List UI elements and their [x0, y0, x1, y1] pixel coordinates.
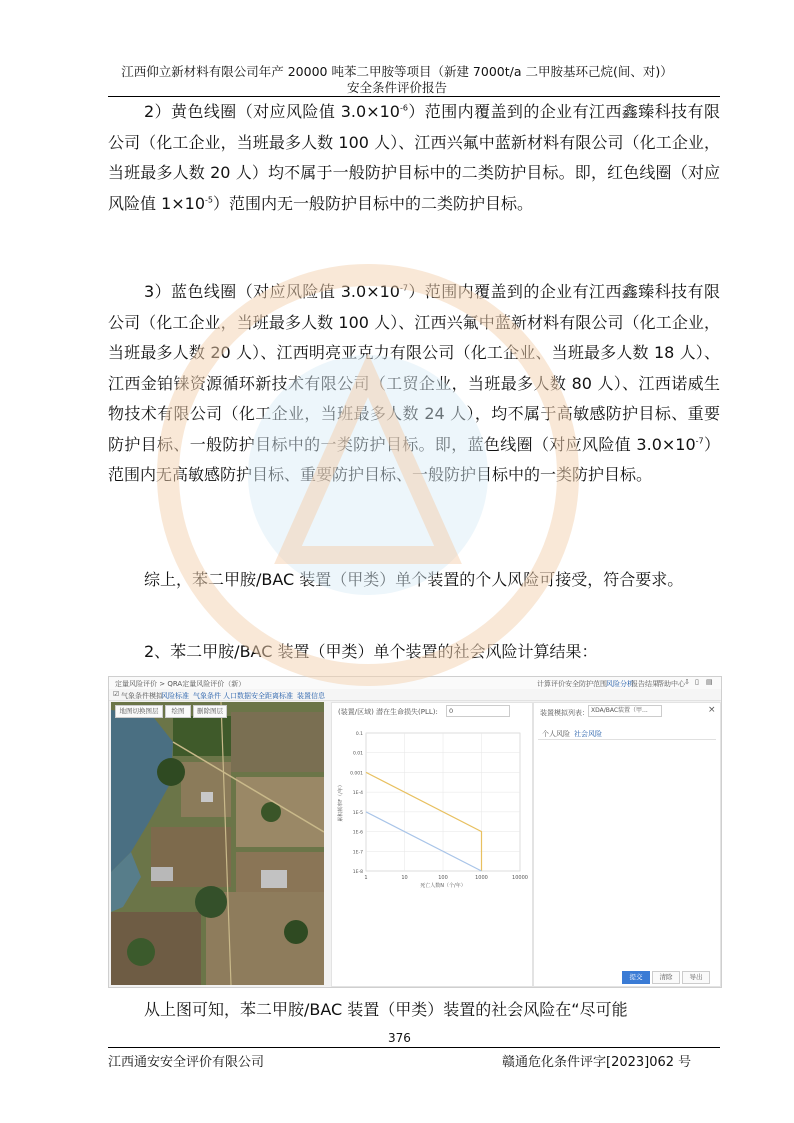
paragraph-conclusion: 从上图可知，苯二甲胺/BAC 装置（甲类）装置的社会风险在“尽可能	[144, 1000, 628, 1019]
screenshot-menu-4[interactable]: 报告结果	[631, 680, 659, 688]
footer-doc-number: 赣通危化条件评字[2023]062 号	[502, 1055, 692, 1070]
x-axis-label: 死亡人数N（个/年）	[420, 883, 466, 889]
y-axis-label: 累积频率F（/年）	[338, 782, 344, 822]
satellite-map[interactable]	[111, 702, 324, 985]
pll-label: (装置/区域) 潜在生命损失(PLL):	[338, 708, 438, 716]
toolbar-item-1[interactable]: 气象条件模拟	[121, 692, 163, 700]
y-tick-label: 1E-8	[352, 870, 363, 875]
tab-social-risk[interactable]: 社会风险	[574, 730, 602, 738]
tab-divider	[538, 739, 716, 740]
x-tick-label: 100	[438, 875, 448, 881]
download-icon[interactable]: ⇩	[684, 678, 690, 686]
y-tick-label: 0.01	[352, 751, 363, 757]
paragraph-yellow-circle: 2）黄色线圈（对应风险值 $3.0\times 10^{-6}$）范围内覆盖到的企业有江西鑫臻科技有限公司（化工企业，当班最多人数 100 人）、江西兴氟中蓝新材料有限公司（化工企业，当班最多人数 20 人）均不属于一般防护目标中的二类防护目标。即，红色线圈（对应风险值 $1\times 10^{-5}$）范围内无一般防护目标中的二类防护目标。	[108, 102, 720, 213]
tab-individual-risk[interactable]: 个人风险	[542, 730, 570, 738]
toolbar-item-2[interactable]: 风险标准	[161, 692, 189, 700]
export-button[interactable]: 导出	[682, 971, 710, 984]
y-tick-label: 0.1	[355, 732, 363, 737]
x-tick-label: 10	[401, 875, 408, 881]
paragraph-social-risk-heading: 2、苯二甲胺/BAC 装置（甲类）单个装置的社会风险计算结果：	[144, 642, 598, 661]
footer-company: 江西通安安全评价有限公司	[108, 1055, 265, 1070]
satellite-image	[111, 702, 324, 985]
paragraph-summary: 综上，苯二甲胺/BAC 装置（甲类）单个装置的个人风险可接受，符合要求。	[144, 570, 684, 589]
toolbar-item-5[interactable]: 安全距离标准	[251, 692, 293, 700]
header-title-line2: 安全条件评价报告	[346, 80, 447, 95]
map-draw-button[interactable]: 绘图	[165, 705, 191, 718]
screenshot-menu-1[interactable]: 计算评价	[537, 680, 565, 688]
toolbar-item-3[interactable]: 气象条件	[193, 692, 221, 700]
x-tick-label: 1000	[475, 875, 488, 881]
x-tick-label: 1	[364, 875, 368, 881]
screenshot-menu-2[interactable]: 安全防护范围	[565, 680, 607, 688]
fn-curve-chart	[332, 723, 530, 903]
page-number: 376	[388, 1031, 411, 1045]
screenshot-toolbar	[109, 689, 721, 701]
device-select[interactable]: XDA/BAC装置（甲...	[588, 705, 662, 717]
submit-button[interactable]: 提交	[622, 971, 650, 984]
map-layer-button[interactable]: 地图切换图层	[115, 705, 163, 718]
y-tick-label: 0.001	[350, 771, 363, 777]
x-tick-label: 10000	[512, 875, 528, 881]
header-title-line1: 江西仰立新材料有限公司年产 20000 吨苯二甲胺等项目（新建 7000t/a 二甲胺基环己烷(间、对)）	[121, 64, 673, 79]
file-icon[interactable]: ▯	[695, 678, 699, 686]
close-icon[interactable]: ×	[708, 705, 716, 715]
screenshot-menu-5[interactable]: 帮助中心	[657, 680, 685, 688]
paragraph-blue-circle: 3）蓝色线圈（对应风险值 $3.0\times 10^{-7}$）范围内覆盖到的企业有江西鑫臻科技有限公司（化工企业，当班最多人数 100 人）、江西兴氟中蓝新材料有限公司（化工企业，当班最多人数 20 人）、江西明亮亚克力有限公司（化工企业、当班最多人数 18 人）、江西金铂铼资源循环新技术有限公司（工贸企业，当班最多人数 80 人）、江西诺威生物技术有限公司（化工企业，当班最多人数 24 人），均不属于高敏感防护目标、重要防护目标、一般防护目标中的一类防护目标。即，蓝色线圈（对应风险值 $3.0\times 10^{-7}$）范围内无高敏感防护目标、重要防护目标、一般防护目标中的一类防护目标。	[108, 282, 720, 484]
screenshot-window-title: 定量风险评价 > QRA定量风险评价（新）	[115, 680, 246, 688]
screenshot-menu-3[interactable]: 风险分析	[606, 680, 634, 688]
y-tick-label: 1E-5	[352, 810, 363, 816]
toolbar-item-6[interactable]: 装置信息	[297, 692, 325, 700]
clear-button[interactable]: 清除	[652, 971, 680, 984]
footer-rule	[108, 1047, 720, 1048]
y-tick-label: 1E-4	[352, 791, 363, 797]
y-tick-label: 1E-6	[352, 830, 363, 836]
pll-input[interactable]: 0	[446, 705, 510, 717]
fn-curve-panel	[331, 702, 533, 987]
device-list-label: 装置模拟列表：	[540, 709, 589, 717]
y-tick-label: 1E-7	[352, 850, 363, 856]
toolbar-item-4[interactable]: 人口数据	[223, 692, 251, 700]
map-delete-button[interactable]: 删除图层	[193, 705, 227, 718]
checkbox-icon[interactable]: ☑	[113, 690, 120, 698]
device-panel	[533, 702, 721, 987]
software-screenshot	[108, 676, 722, 988]
folder-icon[interactable]: ▤	[706, 678, 713, 686]
